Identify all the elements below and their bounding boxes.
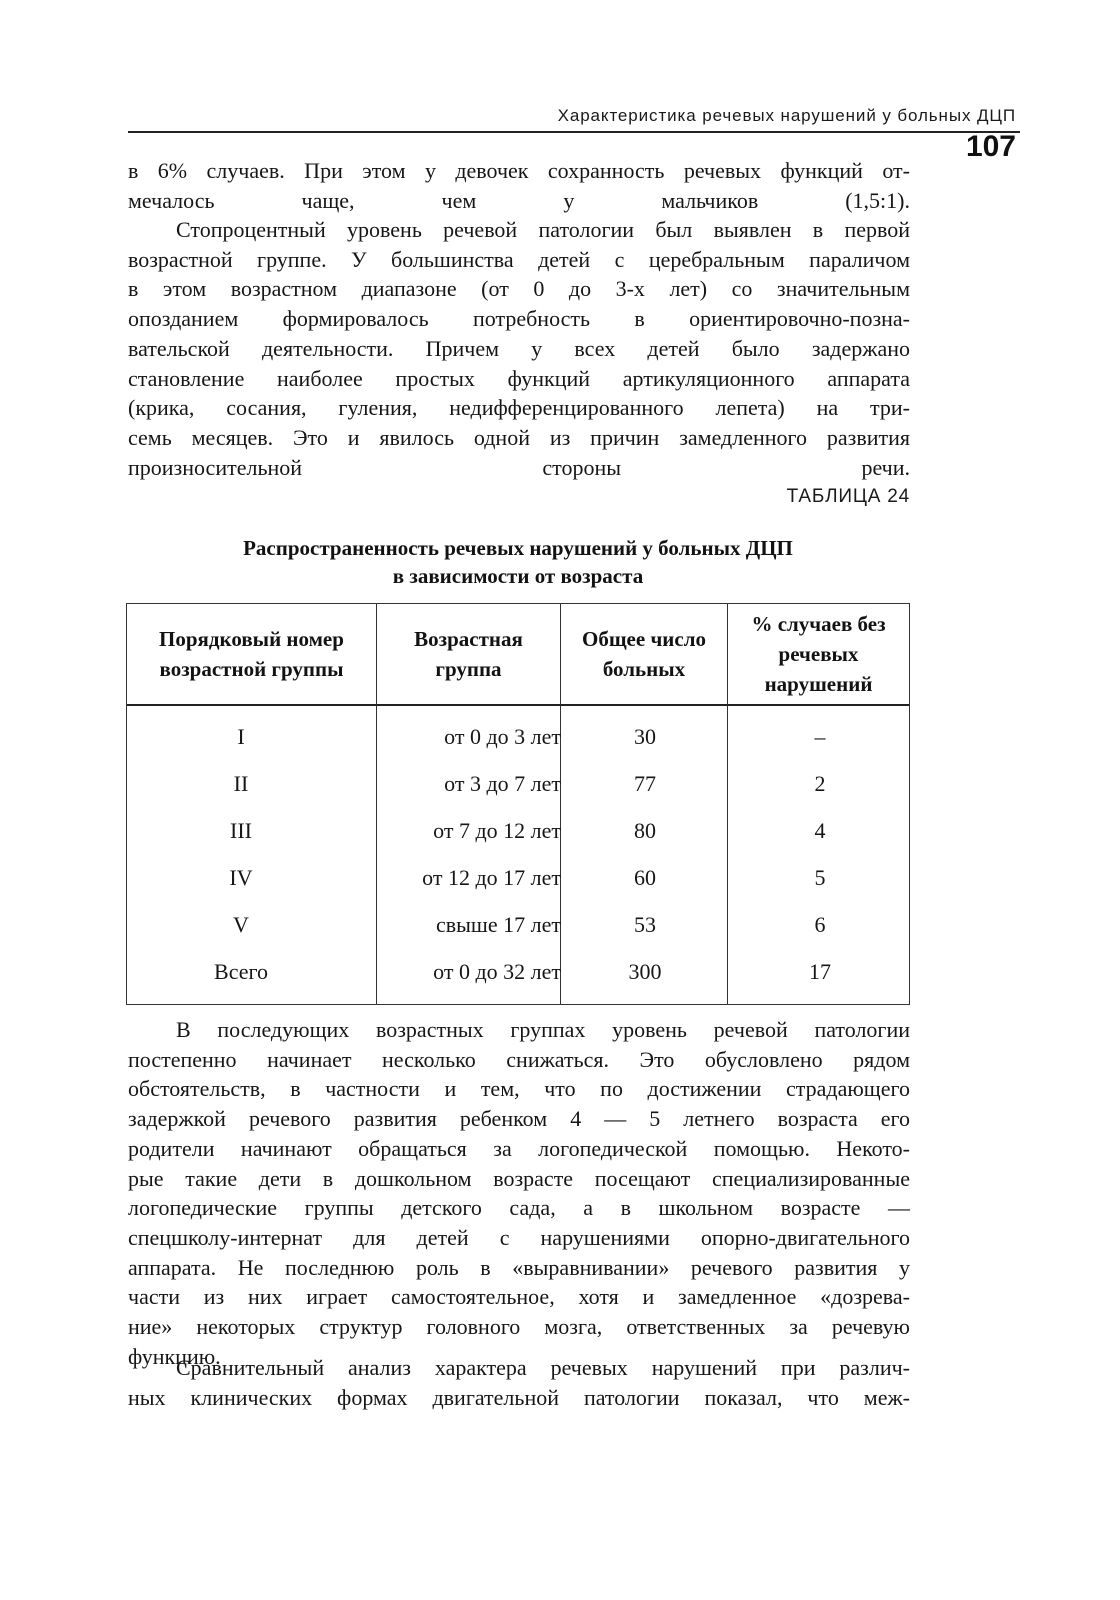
paragraph-3-line: части из них играет самостоятельное, хотя и замедленное «дозрева- (128, 1284, 910, 1310)
paragraph-1-line: мечалось чаще, чем у мальчиков (1,5:1). (128, 187, 910, 213)
paragraph-3-line: обстоятельств, в частности и тем, что по достижении страдающего (128, 1076, 910, 1102)
paragraph-2 (128, 215, 910, 482)
cell-total: 53 (634, 912, 656, 937)
paragraph-2-line: опозданием формировалось потребность в ориентировочно-позна- (128, 306, 910, 332)
table-title (126, 534, 910, 590)
cell-group: II (233, 771, 249, 796)
column-header-group-number: Порядковый номер возрастной группы (159, 627, 344, 681)
column-header-total-patients: Общее число больных (581, 627, 706, 681)
table-row (127, 948, 911, 995)
cell-percent: – (814, 724, 826, 749)
cell-age: свыше 17 лет (436, 912, 561, 937)
cell-group: III (230, 818, 252, 843)
data-table (126, 603, 910, 1005)
paragraph-3-line: ние» некоторых структур головного мозга, ответственных за речевую (128, 1314, 910, 1340)
cell-percent: 4 (814, 818, 826, 843)
paragraph-2-line: Стопроцентный уровень речевой патологии был выявлен в первой (176, 217, 910, 242)
table-row (127, 807, 911, 854)
paragraph-4-line: Сравнительный анализ характера речевых нарушений при различ- (176, 1355, 910, 1380)
cell-group: IV (229, 865, 253, 890)
column-header-age-group: Возрастная группа (414, 627, 523, 681)
paragraph-2-line: становление наиболее простых функций артикуляционного аппарата (128, 365, 910, 391)
cell-age: от 7 до 12 лет (433, 818, 561, 843)
table-title-line: Распространенность речевых нарушений у больных ДЦП (243, 536, 793, 560)
column-header-percent-without: % случаев без речевых нарушений (751, 612, 886, 696)
paragraph-3-line: В последующих возрастных группах уровень речевой патологии (176, 1017, 910, 1042)
cell-age: от 12 до 17 лет (422, 865, 561, 890)
paragraph-2-line: (крика, сосания, гуления, недифференцированного лепета) на три- (128, 395, 910, 421)
table-row (127, 901, 911, 948)
table-title-line: в зависимости от возраста (392, 564, 644, 588)
table-row (127, 713, 911, 760)
paragraph-2-line: произносительной стороны речи. (128, 454, 910, 480)
cell-age: от 0 до 32 лет (433, 959, 561, 984)
cell-percent: 2 (814, 771, 826, 796)
running-head-title: Характеристика речевых нарушений у больных ДЦП (557, 106, 1016, 125)
paragraph-3-line: постепенно начинает несколько снижаться. Это обусловлено рядом (128, 1046, 910, 1072)
cell-percent: 5 (814, 865, 826, 890)
paragraph-1-line: в 6% случаев. При этом у девочек сохранность речевых функций от- (128, 158, 910, 183)
cell-total: 80 (634, 818, 656, 843)
paragraph-2-line: возрастной группе. У большинства детей с церебральным параличом (128, 246, 910, 272)
paragraph-4-line: ных клинических формах двигательной патологии показал, что меж- (128, 1384, 910, 1410)
paragraph-3 (128, 1015, 910, 1371)
header-divider (127, 704, 909, 706)
paragraph-3-line: функцию. (128, 1343, 221, 1369)
page-number: 107 (965, 130, 1016, 163)
cell-age: от 3 до 7 лет (444, 771, 561, 796)
paragraph-2-line: в этом возрастном диапазоне (от 0 до 3-х лет) со значительным (128, 276, 910, 302)
cell-total: 77 (634, 771, 656, 796)
paragraph-3-line: аппарата. Не последнюю роль в «выравнивании» речевого развития у (128, 1254, 910, 1280)
paragraph-2-line: вательской деятельности. Причем у всех детей было задержано (128, 335, 910, 361)
table-row (127, 760, 911, 807)
cell-total: 60 (634, 865, 656, 890)
table-label: ТАБЛИЦА 24 (786, 486, 910, 507)
header-rule (128, 131, 1020, 133)
paragraph-4 (128, 1353, 910, 1412)
table-row (127, 854, 911, 901)
cell-total: 300 (628, 959, 662, 984)
paragraph-1 (128, 156, 910, 215)
cell-total: 30 (634, 724, 656, 749)
paragraph-2-line: семь месяцев. Это и явилось одной из причин замедленного развития (128, 424, 910, 450)
paragraph-3-line: задержкой речевого развития ребенком 4 — 5 летнего возраста его (128, 1106, 910, 1132)
paragraph-3-line: рые такие дети в дошкольном возрасте посещают специализированные (128, 1165, 910, 1191)
paragraph-3-line: логопедические группы детского сада, а в школьном возрасте — (128, 1195, 910, 1221)
cell-age: от 0 до 3 лет (444, 724, 561, 749)
cell-group: V (233, 912, 249, 937)
cell-group: Всего (214, 959, 268, 984)
cell-group: I (237, 724, 245, 749)
cell-percent: 17 (809, 959, 831, 984)
paragraph-3-line: спецшколу-интернат для детей с нарушениями опорно-двигательного (128, 1224, 910, 1250)
cell-percent: 6 (814, 912, 826, 937)
paragraph-3-line: родители начинают обращаться за логопедической помощью. Некото- (128, 1135, 910, 1161)
